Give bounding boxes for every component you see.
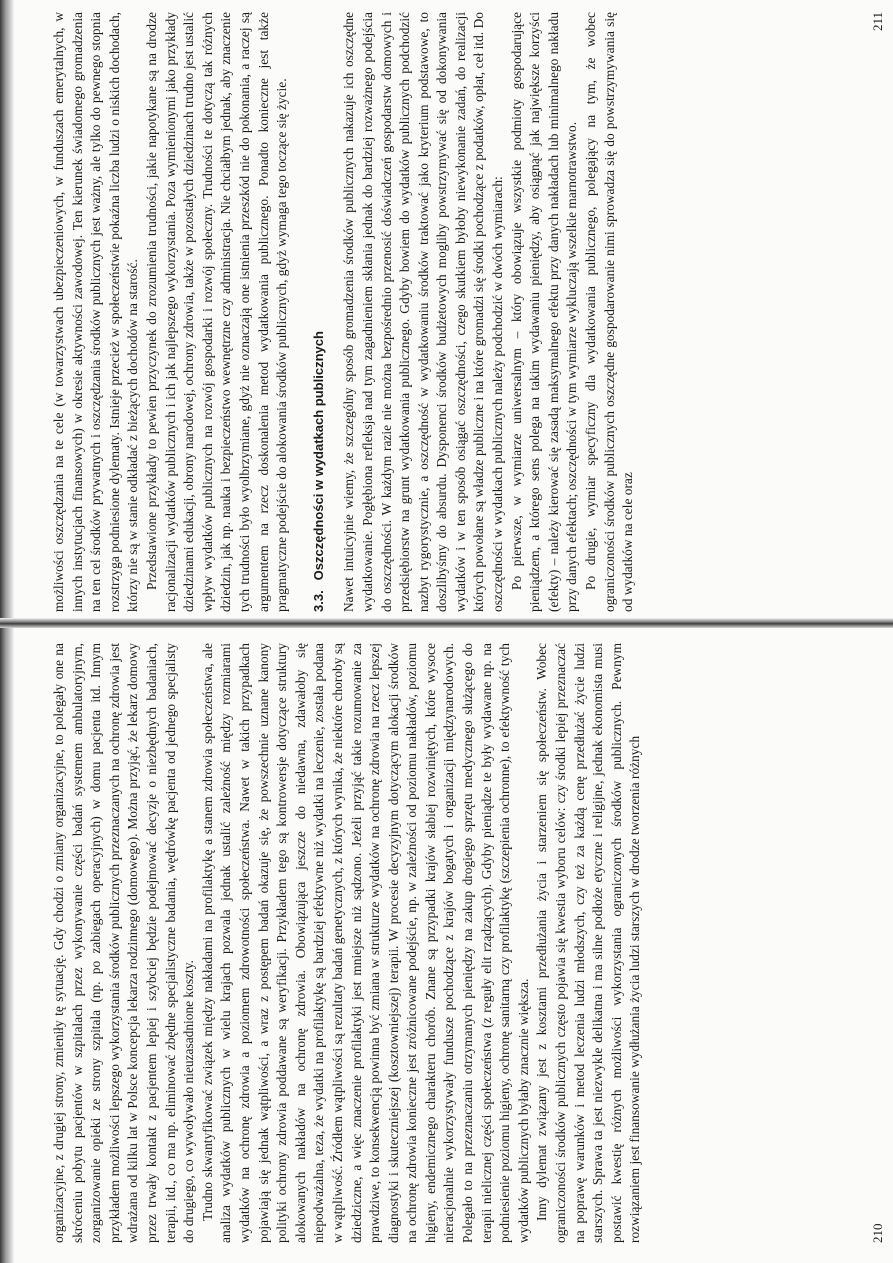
paragraph: Trudno skwantyfikować związek między nakładami na profilaktykę a stanem zdrowia społeczeństwa, ale analiza wydatków publicznych w wielu krajach pozwala jednak ustalić zależność między rozmiarami wydatków na ochronę zdrowia a poziomem zdrowotności społeczeństwa. Nawet w takich przypadkach pojawiają się jednak wątpliwości, a wraz z postępem badań okazuje się, że powszechnie uznane kanony polityki ochrony zdrowia poddawane są weryfikacji. Przykładem tego są kontrowersje dotyczące struktury alokowanych nakładów na ochronę zdrowia. Obowiązująca jeszcze do niedawna, zdawałoby się niepodważalna, teza, że wydatki na profilaktykę są bardziej efektywne niż wydatki na leczenie, została podana w wątpliwość. Źródłem wątpliwości są rezultaty badań genetycznych, z których wynika, że niektóre choroby są dziedziczne, a więc znaczenie profilaktyki jest mniejsze niż sądzono. Jeżeli przyjąć takie rozumowanie za prawdziwe, to konsekwencją powinna być zmiana w strukturze wydatków na ochronę zdrowia na rzecz lepszej diagnostyki i skuteczniejszej (kosztowniejszej) terapii. W procesie decyzyjnym dotyczącym alokacji środków na ochronę zdrowia konieczne jest zróżnicowane podejście, np. w zależności od poziomu nakładów, poziomu higieny, endemicznego charakteru chorób. Znane są przypadki krajów słabiej rozwiniętych, które wysoce nieracjonalnie wykorzystywały fundusze pochodzące z krajów bogatych i organizacji międzynarodowych. Polegało to na przeznaczaniu otrzymanych pieniędzy na zakup drogiego sprzętu medycznego służącego do terapii nielicznej części społeczeństwa (z reguły elit rządzących). Gdyby pieniądze te były wydawane np. na podniesienie poziomu higieny, ochronę sanitarną czy profilaktykę (szczepienia ochronne), to efektywność tych wydatków publicznych byłaby znacznie większa. bbox=[199, 643, 531, 1243]
scan-edge-shadow bbox=[0, 0, 14, 1263]
section-number: 3.3. bbox=[310, 590, 326, 612]
page-211 bbox=[50, 12, 886, 612]
paragraph: możliwości oszczędzania na te cele (w towarzystwach ubezpieczeniowych, w funduszach emerytalnych, w innych instytucjach finansowych) w okresie aktywności zawodowej. Ten kierunek świadomego gromadzenia na ten cel środków prywatnych i oszczędzania środków publicznych jest ważny, ale tylko do pewnego stopnia rozstrzyga podniesione dylematy. Istnieje przecież w społeczeństwie pokaźna liczba ludzi o niskich dochodach, którzy nie są w stanie odkładać z bieżących dochodów na starość. bbox=[51, 12, 141, 612]
page-number: 211 bbox=[870, 12, 886, 32]
book-gutter bbox=[0, 618, 893, 628]
section-heading bbox=[310, 12, 329, 612]
paragraph: organizacyjne, z drugiej strony, zmieniły tę sytuację. Gdy chodzi o zmiany organizacyjne, to polegały one na skróceniu pobytu pacjentów w szpitalach przez wykonywanie części badań systemem ambulatoryjnym, zorganizowanie opieki ze strony szpitala (np. po zabiegach operacyjnych) w domu pacjenta itd. Innym przykładem możliwości lepszego wykorzystania środków publicznych przeznaczanych na ochronę zdrowia jest wdrażana od kilku lat w Polsce koncepcja lekarza rodzinnego (domowego). Można przyjąć, że lekarz domowy przez trwały kontakt z pacjentem lepiej i szybciej będzie podejmować decyzje o niezbędnych badaniach, terapii, itd., co ma np. eliminować zbędne specjalistyczne badania, wędrówkę pacjenta od jednego specjalisty do drugiego, co wywoływało nieuzasadnione koszty. bbox=[51, 643, 197, 1243]
paragraph: Inny dylemat związany jest z kosztami przedłużania życia i starzeniem się społeczeństw. Wobec ograniczoności środków publicznych często pojawia się kwestia wyboru celów: czy środki lepiej przeznaczać na poprawę warunków i metod leczenia ludzi młodszych, czy też za każdą cenę przedłużać życie ludzi starszych. Sprawa ta jest niezwykle delikatna i ma silne podłoże etyczne i religijne, jednak ekonomista musi postawić kwestię różnych możliwości wykorzystania ograniczonych środków publicznych. Pewnym rozwiązaniem jest finansowanie wydłużania życia ludzi starszych w drodze tworzenia różnych bbox=[534, 643, 643, 1243]
paragraph: Nawet intuicyjnie wiemy, że szczególny sposób gromadzenia środków publicznych nakazuje ich oszczędne wydatkowanie. Pogłębiona refleksja nad tym zagadnieniem skłania jednak do bardziej rozważnego podejścia do oszczędności. W każdym razie nie można bezpośrednio przenosić doświadczeń gospodarstw domowych i przedsiębiorstw na grunt wydatkowania publicznego. Gdyby bowiem do wydatków publicznych podchodzić nazbyt rygorystycznie, a oszczędność w wydatkowaniu środków traktować jako kryterium podstawowe, to doszlibyśmy do absurdu. Dysponenci środków budżetowych mogliby powstrzymywać się od dokonywania wydatków i w ten sposób osiągać oszczędności, czego skutkiem byłoby niewykonanie zadań, do realizacji których powołane są władze publiczne i na które gromadzi się środki pochodzące z podatków, opłat, ceł itd. Do oszczędności w wydatkach publicznych należy podchodzić w dwóch wymiarach: bbox=[341, 12, 506, 612]
page-210 bbox=[50, 643, 886, 1243]
section-title: Oszczędności w wydatkach publicznych bbox=[310, 331, 326, 581]
paragraph: Po pierwsze, w wymiarze uniwersalnym – który obowiązuje wszystkie podmioty gospodarujące pieniądzem, a którego sens polega na takim wydawaniu pieniędzy, aby osiągnąć jak największe korzyści (efekty) – należy kierować się zasadą maksymalnego efektu przy danych nakładach lub minimalnego nakładu przy danych efektach; oszczędności w tym wymiarze wykluczają wszelkie marnotrawstwo. bbox=[508, 12, 580, 612]
paragraph: Przedstawione przykłady to pewien przyczynek do zrozumienia trudności, jakie napotykane są na drodze racjonalizacji wydatków publicznych i ich jak najlepszego wykorzystania. Poza wymienionymi jako przykłady dziedzinami edukacji, obrony narodowej, ochrony zdrowia, także w pozostałych dziedzinach trudno jest ustalić wpływ wydatków publicznych na rozwój gospodarki i rozwój społeczny. Trudności te dotyczą tak różnych dziedzin, jak np. nauka i bezpieczeństwo wewnętrzne czy administracja. Nie chciałbym jednak, aby znaczenie tych trudności było wyolbrzymiane, gdyż nie oznaczają one istnienia przeszkód nie do pokonania, a raczej są argumentem na rzecz doskonalenia metod wydatkowania publicznego. Ponadto konieczne jest także pragmatyczne podejście do alokowania środków publicznych, gdyż wymaga tego toczące się życie. bbox=[143, 12, 290, 612]
page-number: 210 bbox=[870, 1223, 886, 1243]
paragraph: Po drugie, wymiar specyficzny dla wydatkowania publicznego, polegający na tym, że wobec ograniczoności środków publicznych oszczędne gospodarowanie nimi sprowadza się do powstrzymywania się od wydatków na cele oraz bbox=[583, 12, 636, 612]
